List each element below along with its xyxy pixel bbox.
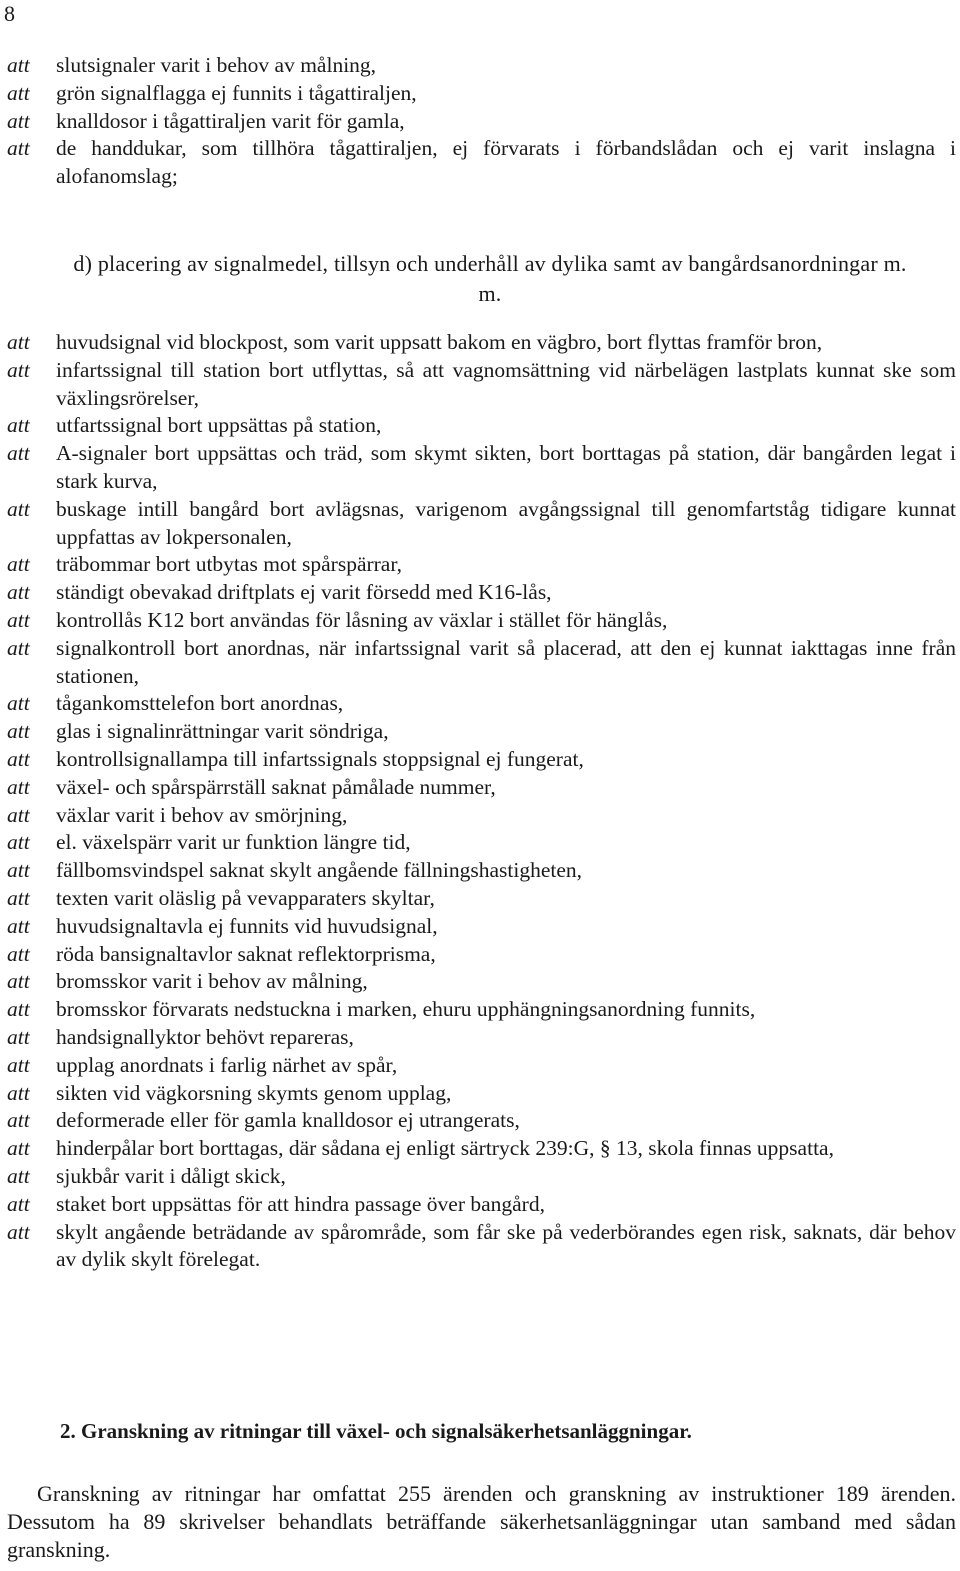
clause-item [7, 941, 956, 969]
clause-item [7, 1135, 956, 1163]
clause-item [7, 52, 956, 80]
clause-prefix: att [7, 1108, 30, 1133]
section-d-heading [60, 249, 920, 309]
clause-text: knalldosor i tågattiraljen varit för gamla, [56, 108, 405, 133]
clause-item [7, 1191, 956, 1219]
clause-prefix: att [7, 80, 30, 105]
clause-prefix: att [7, 1024, 30, 1049]
clause-item [7, 996, 956, 1024]
clause-prefix: att [7, 913, 30, 938]
clause-prefix: att [7, 885, 30, 910]
section-d-title: placering av signalmedel, tillsyn och underhåll av dylika samt av bangårdsanordningar m. m. [97, 251, 907, 306]
clause-prefix: att [7, 357, 30, 382]
section-2-heading: 2. Granskning av ritningar till växel- och signalsäkerhetsanläggningar. [60, 1419, 692, 1443]
clause-text: signalkontroll bort anordnas, när infartssignal varit så placerad, att den ej kunnat iakttagas inne från stationen, [56, 635, 956, 688]
clause-text: växel- och spårspärrställ saknat påmålade nummer, [56, 774, 496, 799]
clause-prefix: att [7, 774, 30, 799]
clause-text: de handdukar, som tillhöra tågattiraljen, ej förvarats i förbandslådan och ej varit inslagna i alofanomslag; [56, 136, 956, 189]
clause-prefix: att [7, 969, 30, 994]
clause-prefix: att [7, 330, 30, 354]
clause-text: staket bort uppsättas för att hindra passage över bangård, [56, 1191, 545, 1216]
clause-prefix: att [7, 746, 30, 771]
clause-prefix: att [7, 496, 30, 521]
clause-item [7, 108, 956, 136]
clause-item [7, 968, 956, 996]
page-number: 8 [4, 1, 15, 26]
clause-item [7, 829, 956, 857]
clause-prefix: att [7, 108, 30, 133]
clause-item [7, 885, 956, 913]
clause-text: tågankomsttelefon bort anordnas, [56, 691, 344, 716]
clause-prefix: att [7, 580, 30, 605]
clause-text: träbommar bort utbytas mot spårspärrar, [56, 552, 403, 577]
clause-item [7, 802, 956, 830]
clause-item [7, 1107, 956, 1135]
section-2-paragraph: Granskning av ritningar har omfattat 255 ärenden och granskning av instruktioner 189 ärenden. Dessutom ha 89 skrivelser behandlats beträffande säkerhetsanläggningar utan samband med sådan granskning. [7, 1481, 956, 1562]
clause-item [7, 496, 956, 552]
clause-text: växlar varit i behov av smörjning, [56, 802, 348, 827]
clause-item [7, 690, 956, 718]
clause-text: huvudsignaltavla ej funnits vid huvudsignal, [56, 913, 438, 938]
clause-item [7, 135, 956, 191]
clause-text: fällbomsvindspel saknat skylt angående fällningshastigheten, [56, 858, 583, 883]
clause-prefix: att [7, 413, 30, 438]
clause-item [7, 746, 956, 774]
clause-text: sikten vid vägkorsning skymts genom upplag, [56, 1080, 452, 1105]
clause-item [7, 357, 956, 413]
clause-item [7, 635, 956, 691]
clause-item [7, 774, 956, 802]
clause-text: sjukbår varit i dåligt skick, [56, 1163, 286, 1188]
clause-prefix: att [7, 552, 30, 577]
clause-text: A-signaler bort uppsättas och träd, som skymt sikten, bort borttagas på station, där bangården legat i stark kurva, [56, 441, 956, 493]
clause-text: röda bansignaltavlor saknat reflektorprisma, [56, 941, 436, 966]
clause-text: upplag anordnats i farlig närhet av spår, [56, 1052, 398, 1077]
clause-prefix: att [7, 691, 30, 716]
clause-item [7, 913, 956, 941]
clause-text: skylt angående beträdande av spårområde, som får ske på vederbörandes egen risk, saknats, där behov av dylik skylt förelegat. [56, 1219, 956, 1272]
clause-prefix: att [7, 830, 30, 855]
clause-item [7, 1080, 956, 1108]
clause-prefix: att [7, 1219, 30, 1244]
clause-prefix: att [7, 441, 30, 466]
clause-text: el. växelspärr varit ur funktion längre tid, [56, 830, 411, 855]
clause-item [7, 718, 956, 746]
clause-text: handsignallyktor behövt repareras, [56, 1024, 354, 1049]
clause-prefix: att [7, 719, 30, 744]
clause-text: kontrollsignallampa till infartssignals stoppsignal ej fungerat, [56, 746, 584, 771]
clause-item [7, 1052, 956, 1080]
clause-item [7, 579, 956, 607]
clause-prefix: att [7, 136, 30, 161]
clause-prefix: att [7, 53, 30, 77]
clause-text: texten varit oläslig på vevapparaters skyltar, [56, 885, 435, 910]
clause-text: slutsignaler varit i behov av målning, [56, 53, 377, 77]
clause-text: utfartssignal bort uppsättas på station, [56, 413, 382, 438]
clause-prefix: att [7, 802, 30, 827]
clause-prefix: att [7, 607, 30, 632]
clause-item [7, 80, 956, 108]
clause-item [7, 329, 956, 357]
clause-prefix: att [7, 858, 30, 883]
clause-prefix: att [7, 635, 30, 660]
clause-text: glas i signalinrättningar varit söndriga, [56, 719, 389, 744]
clause-text: bromsskor varit i behov av målning, [56, 969, 368, 994]
clause-text: bromsskor förvarats nedstuckna i marken, ehuru upphängningsanordning funnits, [56, 997, 756, 1022]
clause-text: buskage intill bangård bort avlägsnas, varigenom avgångssignal till genomfartståg tidigare kunnat uppfattas av lokpersonalen, [56, 496, 956, 549]
clause-item [7, 412, 956, 440]
clause-text: huvudsignal vid blockpost, som varit uppsatt bakom en vägbro, bort flyttas framför bron, [56, 330, 823, 354]
clause-text: ständigt obevakad driftplats ej varit försedd med K16-lås, [56, 580, 552, 605]
clause-item [7, 857, 956, 885]
clause-text: deformerade eller för gamla knalldosor ej utrangerats, [56, 1108, 520, 1133]
clause-prefix: att [7, 997, 30, 1022]
clause-item [7, 607, 956, 635]
clause-prefix: att [7, 1191, 30, 1216]
clause-prefix: att [7, 1136, 30, 1161]
section-d-label: d) [73, 251, 93, 276]
clause-text: kontrollås K12 bort användas för låsning av växlar i stället för hänglås, [56, 607, 668, 632]
clause-item [7, 440, 956, 496]
clause-list-d [7, 329, 956, 1274]
clause-item [7, 551, 956, 579]
clause-prefix: att [7, 941, 30, 966]
clause-list-top [7, 52, 956, 191]
clause-text: hinderpålar bort borttagas, där sådana ej enligt särtryck 239:G, § 13, skola finnas uppsatta, [56, 1136, 834, 1161]
clause-item [7, 1024, 956, 1052]
clause-prefix: att [7, 1052, 30, 1077]
clause-item [7, 1163, 956, 1191]
clause-prefix: att [7, 1163, 30, 1188]
clause-item [7, 1219, 956, 1275]
clause-prefix: att [7, 1080, 30, 1105]
clause-text: infartssignal till station bort utflyttas, så att vagnomsättning vid närbelägen lastplats kunnat ske som växlingsrörelser, [56, 357, 956, 410]
clause-text: grön signalflagga ej funnits i tågattiraljen, [56, 80, 417, 105]
